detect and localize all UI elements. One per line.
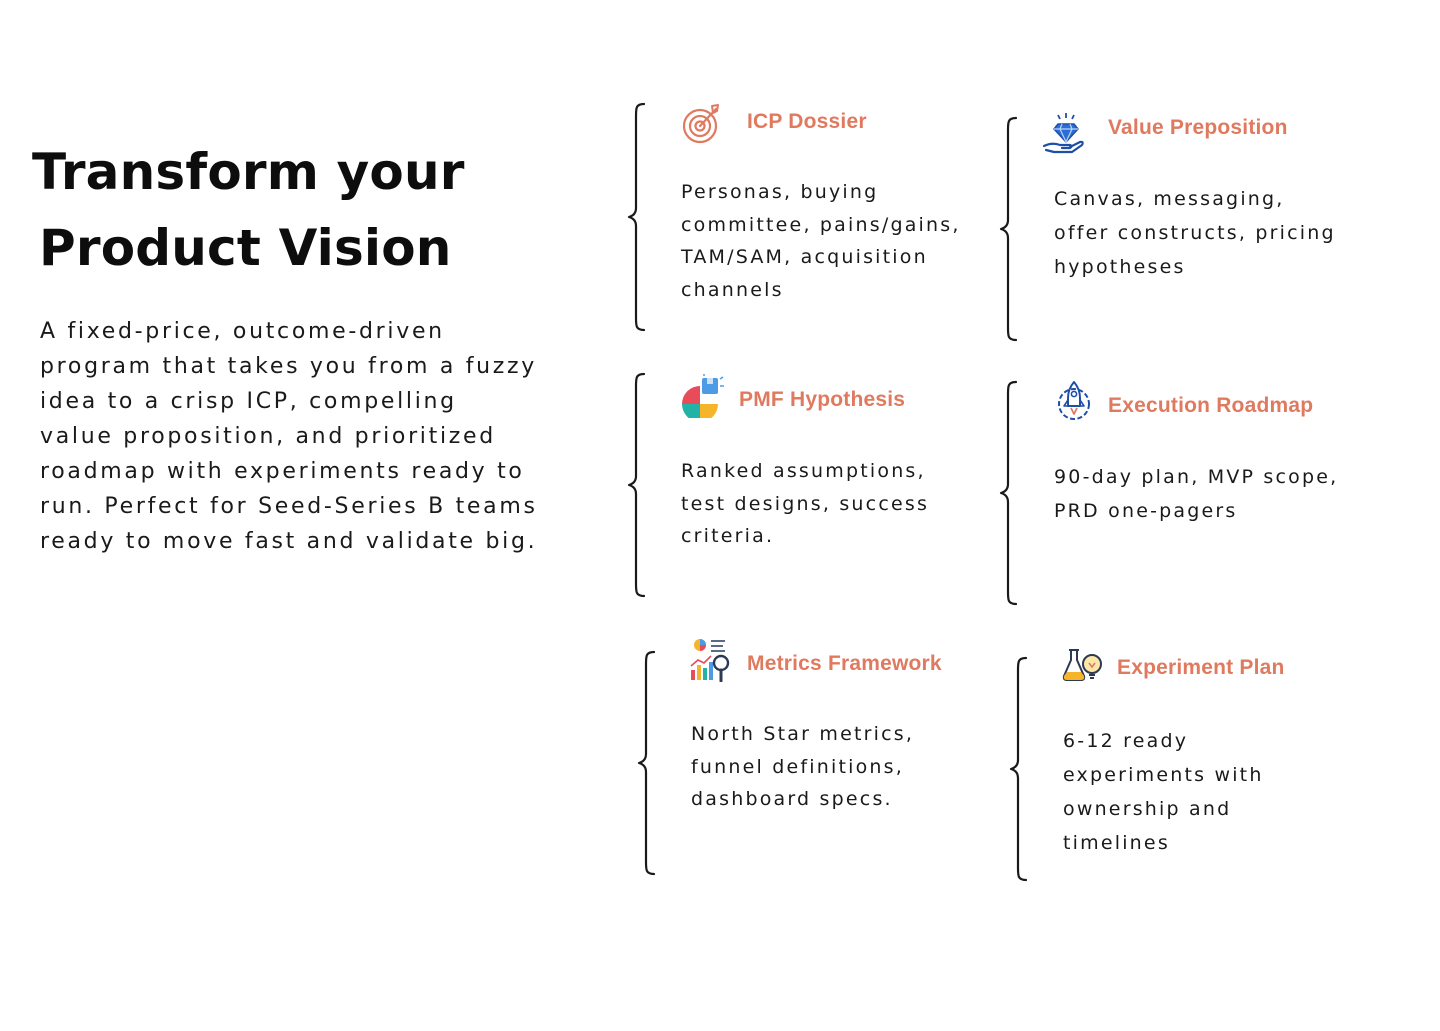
- card-title: Experiment Plan: [1117, 656, 1285, 679]
- card-title: Execution Roadmap: [1108, 394, 1314, 417]
- diamond-hand-icon: [1042, 112, 1086, 156]
- hero-description: A fixed-price, outcome-driven program that takes you from a fuzzy idea to a crisp ICP, compelling value proposition, and prioritized roadmap with experiments ready to run. Perfect for Seed-Series B teams ready to move fast and validate big.: [40, 319, 538, 554]
- deliverable-card-metrics-framework: [636, 650, 996, 880]
- curly-brace: [626, 102, 650, 332]
- hero-title-line-2: Product Vision: [39, 219, 452, 277]
- curly-brace: [1008, 656, 1032, 886]
- puzzle-icon: [680, 374, 724, 418]
- card-description: 6-12 ready experiments with ownership and timelines: [1063, 730, 1264, 854]
- card-description: Ranked assumptions, test designs, success criteria.: [681, 460, 930, 547]
- deliverable-card-pmf-hypothesis: [626, 372, 986, 602]
- flask-bulb-icon: [1062, 646, 1106, 690]
- target-icon: [680, 102, 724, 146]
- curly-brace: [998, 116, 1022, 346]
- rocket-gear-icon: [1054, 378, 1098, 422]
- card-title: PMF Hypothesis: [739, 388, 906, 411]
- card-description: Personas, buying committee, pains/gains, TAM/SAM, acquisition channels: [681, 181, 961, 301]
- curly-brace: [636, 650, 660, 880]
- card-title: ICP Dossier: [747, 110, 867, 133]
- card-title: Value Preposition: [1108, 116, 1288, 139]
- hero-title: [32, 134, 552, 286]
- card-title: Metrics Framework: [747, 652, 942, 675]
- card-description: Canvas, messaging, offer constructs, pricing hypotheses: [1054, 188, 1336, 278]
- card-description: 90-day plan, MVP scope, PRD one-pagers: [1054, 466, 1339, 522]
- card-description: North Star metrics, funnel definitions, dashboard specs.: [691, 723, 915, 810]
- deliverable-card-icp-dossier: [626, 102, 986, 332]
- curly-brace: [626, 372, 650, 602]
- analytics-icon: [689, 638, 733, 682]
- deliverable-card-value-preposition: [998, 116, 1358, 346]
- curly-brace: [998, 380, 1022, 610]
- hero-title-line-1: Transform your: [32, 143, 465, 201]
- deliverable-card-execution-roadmap: [998, 380, 1358, 610]
- deliverable-card-experiment-plan: [1008, 656, 1368, 886]
